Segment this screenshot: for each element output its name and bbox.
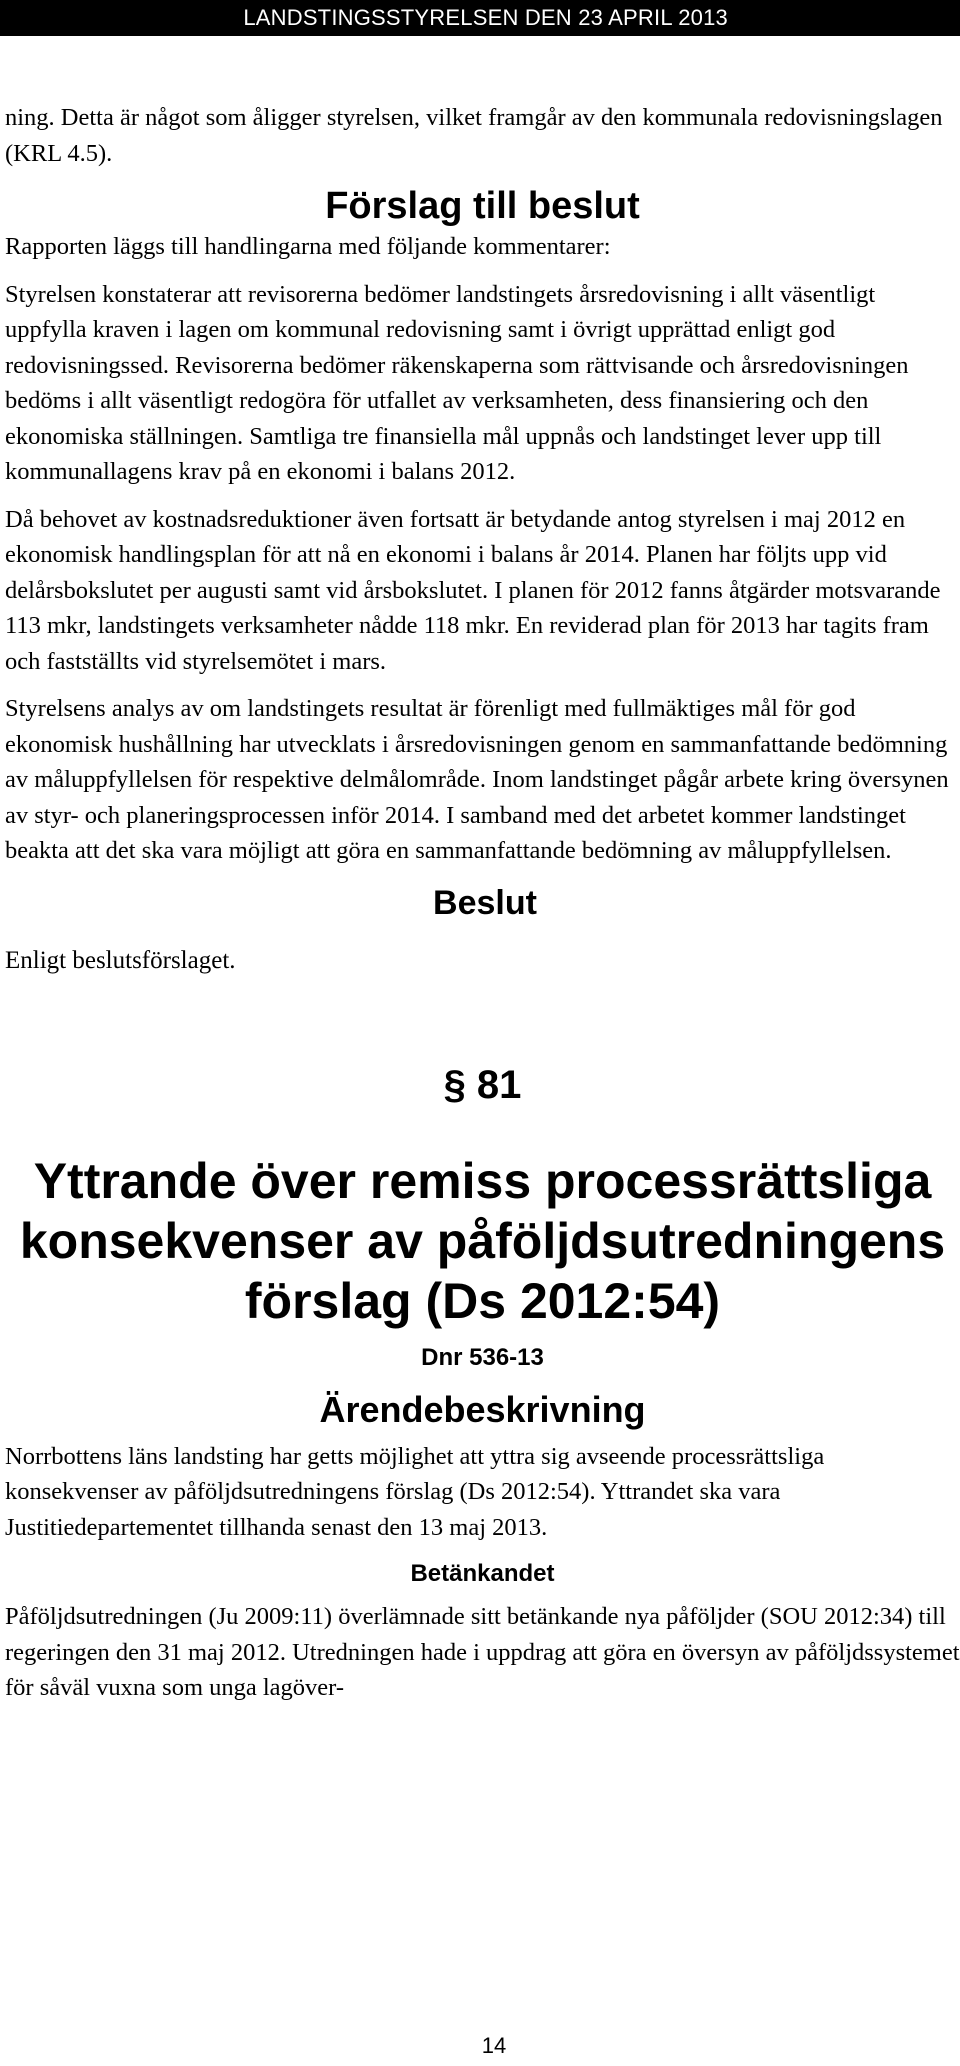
paragraph-3: Styrelsens analys av om landstingets resultat är förenligt med fullmäktiges mål för god ekonomisk hushållning har utvecklats i årsredovisningen genom en sammanfattande bedömning av måluppfyllelsen för respektive delmålområde. Inom landstinget pågår arbete kring översynen av styr- och planeringsprocessen inför 2014. I samband med det arbetet kommer landstinget beakta att det ska vara möjligt att göra en sammanfattande bedömning av måluppfyllelsen. xyxy=(5,695,949,864)
forslag-intro: Rapporten läggs till handlingarna med följande kommentarer: xyxy=(5,233,611,260)
forslag-heading: Förslag till beslut xyxy=(325,185,640,227)
page-number: 14 xyxy=(481,2033,507,2058)
running-header: LANDSTINGSSTYRELSEN DEN 23 APRIL 2013 xyxy=(0,0,960,36)
section-title: Yttrande över remiss processrättsliga konsekvenser av påföljdsutredningens förslag (Ds 2012:54) xyxy=(19,1152,946,1329)
dnr-label: Dnr 536-13 xyxy=(421,1343,544,1371)
arende-paragraph: Norrbottens läns landsting har getts möjlighet att yttra sig avseende processrättsliga konsekvenser av påföljdsutredningens förslag (Ds 2012:54). Yttrandet ska vara Justitiedepartementet tillhanda senast den 13 maj 2013. xyxy=(5,1442,825,1541)
section-number: § 81 xyxy=(443,1062,522,1107)
beslut-heading: Beslut xyxy=(433,883,537,922)
beslut-block xyxy=(5,881,960,991)
beslut-text: Enligt beslutsförslaget. xyxy=(5,946,236,974)
page-content xyxy=(5,100,960,1718)
betankandet-paragraph: Påföljdsutredningen (Ju 2009:11) överlämnade sitt betänkande nya påföljder (SOU 2012:34) till regeringen den 31 maj 2012. Utredningen hade i uppdrag att göra en översyn av påföljdssystemet för såväl vuxna som unga lagöver- xyxy=(5,1603,960,1701)
paragraph-2: Då behovet av kostnadsreduktioner även fortsatt är betydande antog styrelsen i maj 2012 en ekonomisk handlingsplan för att nå en ekonomi i balans år 2014. Planen har följts upp vid delårsbokslutet per augusti samt vid årsbokslutet. I planen för 2012 fanns åtgärder motsvarande 113 mkr, landstingets verksamheter nådde 118 mkr. En reviderad plan för 2013 har tagits fram och fastställts vid styrelsemötet i mars. xyxy=(5,505,941,675)
betankandet-heading: Betänkandet xyxy=(410,1560,555,1587)
arende-heading: Ärendebeskrivning xyxy=(319,1388,646,1430)
intro-paragraph: ning. Detta är något som åligger styrelsen, vilket framgår av den kommunala redovisningslagen (KRL 4.5). xyxy=(5,104,943,167)
paragraph-1: Styrelsen konstaterar att revisorerna bedömer landstingets årsredovisning i allt väsentligt uppfylla kraven i lagen om kommunal redovisning samt i övrigt upprättad enligt god redovisningssed. Revisorerna bedömer räkenskaperna som rättvisande och årsredovisningen bedöms i allt väsentligt redogöra för utfallet av verksamheten, dess finansiering och den ekonomiska ställningen. Samtliga tre finansiella mål uppnås och landstinget lever upp till kommunallagens krav på en ekonomi i balans 2012. xyxy=(5,280,909,485)
